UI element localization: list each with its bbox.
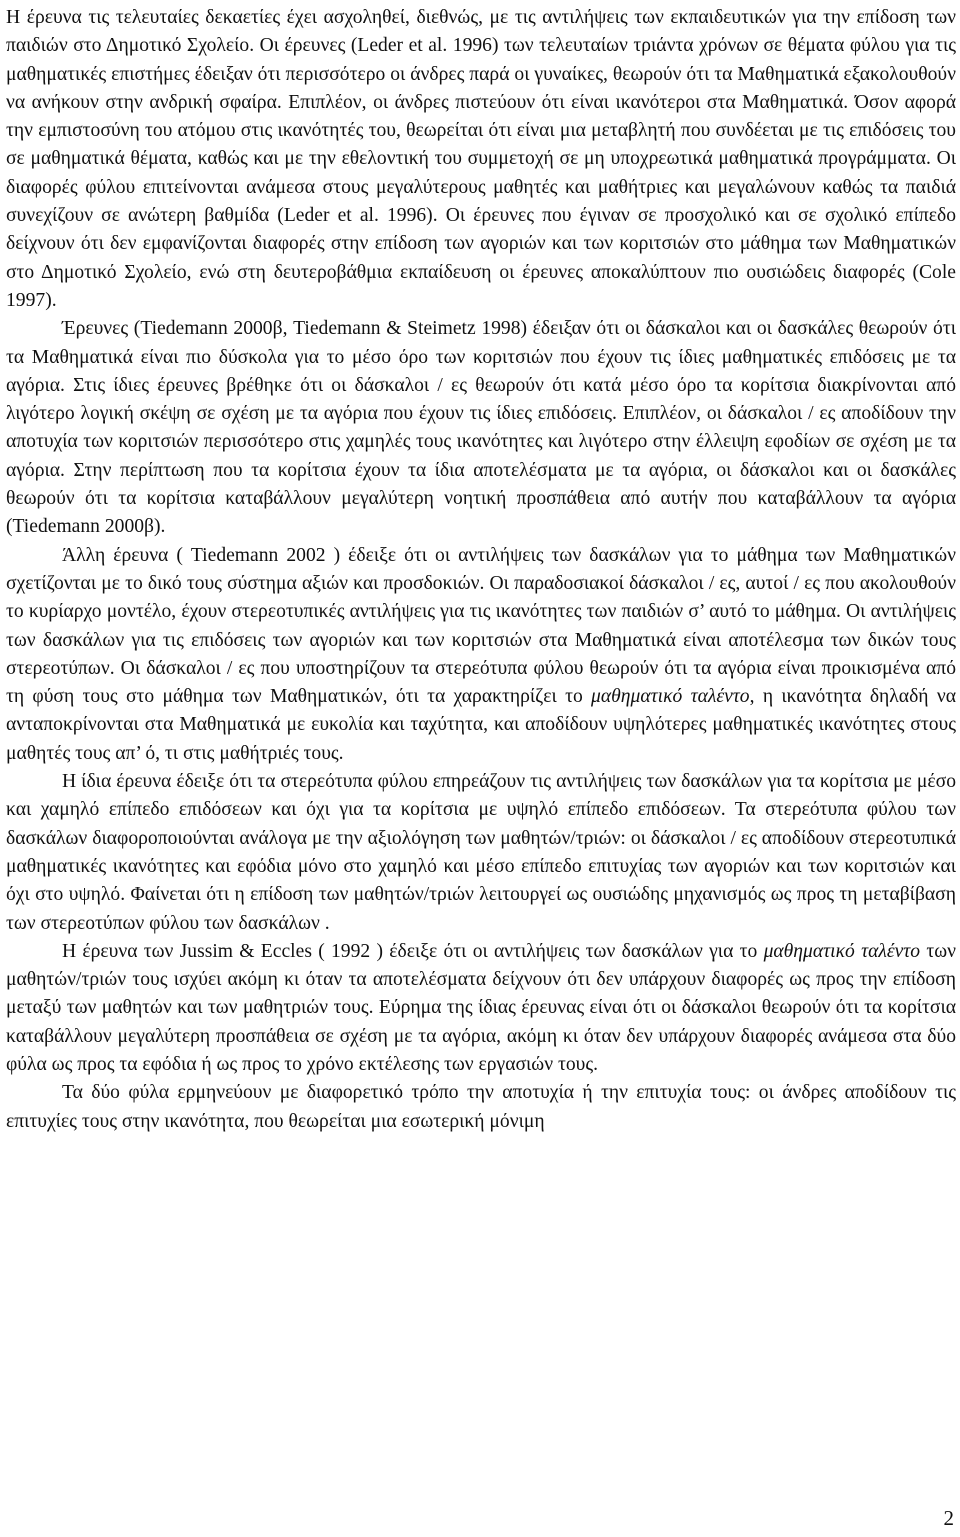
paragraph-4 — [6, 768, 956, 938]
page-number: 2 — [943, 1506, 954, 1530]
paragraph-5-text-a: Η έρευνα των Jussim & Eccles ( 1992 ) έδειξε ότι οι αντιλήψεις των δασκάλων για το — [62, 940, 764, 962]
paragraph-5-italic-term: μαθηματικό ταλέντο — [763, 940, 921, 962]
paragraph-4-text: Η ίδια έρευνα έδειξε ότι τα στερεότυπα φύλου επηρεάζουν τις αντιλήψεις των δασκάλων για τα κορίτσια με μέσο και χαμηλό επίπεδο επιδόσεων και όχι για τα κορίτσια με υψηλό επίπεδο επιδόσεων. Τα στερεότυπα φύλου των δασκάλων διαφοροποιούνται ανάλογα με την αξιολόγηση των μαθητών/τριών: οι δάσκαλοι / ες αποδίδουν στερεοτυπικά μαθηματικές ικανότητες και εφόδια μόνο στο χαμηλό και μέσο επίπεδο επιτυχίας των αγοριών και των κοριτσιών και όχι στο υψηλό. Φαίνεται ότι η επίδοση των μαθητών/τριών λειτουργεί ως ουσιώδης μηχανισμός ως προς τη μεταβίβαση των στερεοτύπων φύλου των δασκάλων . — [6, 771, 956, 934]
paragraph-5-text-b: των μαθητών/τριών τους ισχύει ακόμη κι όταν τα αποτελέσματα δείχνουν ότι δεν υπάρχουν διαφορές ως προς την επίδοση μεταξύ των μαθητών και των μαθητριών τους. Εύρημα της ίδιας έρευνας είναι ότι οι δάσκαλοι θεωρούν ότι τα κορίτσια καταβάλλουν μεγαλύτερη προσπάθεια σε σχέση με τα αγόρια, ακόμη κι όταν δεν υπάρχουν διαφορές ανάμεσα στα δύο φύλα ως προς τα εφόδια ή ως προς το χρόνο εκτέλεσης των εργασιών τους. — [6, 940, 956, 1075]
paragraph-3-italic-term: μαθηματικό ταλέντο — [591, 686, 750, 708]
paragraph-6 — [6, 1079, 956, 1136]
document-page — [6, 4, 956, 1136]
paragraph-5 — [6, 938, 956, 1079]
paragraph-6-text: Τα δύο φύλα ερμηνεύουν με διαφορετικό τρόπο την αποτυχία ή την επιτυχία τους: οι άνδρες αποδίδουν τις επιτυχίες τους στην ικανότητα, που θεωρείται μια εσωτερική μόνιμη — [6, 1082, 956, 1132]
paragraph-3 — [6, 542, 956, 768]
paragraph-2 — [6, 315, 956, 541]
paragraph-1 — [6, 4, 956, 315]
paragraph-2-text: Έρευνες (Tiedemann 2000β, Tiedemann & Steimetz 1998) έδειξαν ότι οι δάσκαλοι και οι δασκάλες θεωρούν ότι τα Μαθηματικά είναι πιο δύσκολα για το μέσο όρο των κοριτσιών που έχουν τις ίδιες μαθηματικές επιδόσεις με τα αγόρια. Στις ίδιες έρευνες βρέθηκε ότι οι δάσκαλοι / ες θεωρούν ότι κατά μέσο όρο τα κορίτσια διακρίνονται από λιγότερο λογική σκέψη σε σχέση με τα αγόρια που έχουν τις ίδιες επιδόσεις. Επιπλέον, οι δάσκαλοι / ες αποδίδουν την αποτυχία των κοριτσιών περισσότερο στις χαμηλές τους ικανότητες και λιγότερο στην έλλειψη εφοδίων σε σχέση με τα αγόρια. Στην περίπτωση που τα κορίτσια έχουν τα ίδια αποτελέσματα με τα αγόρια, οι δάσκαλοι και οι δασκάλες θεωρούν ότι τα κορίτσια καταβάλλουν μεγαλύτερη νοητική προσπάθεια από αυτήν που καταβάλλουν τα αγόρια (Tiedemann 2000β). — [6, 318, 956, 538]
paragraph-3-text-b: , η ικανότητα δηλαδή να ανταποκρίνονται στα Μαθηματικά με ευκολία και ταχύτητα, και αποδίδουν υψηλότερες μαθηματικές ικανότητες στους μαθητές τους απ’ ό, τι στις μαθήτριές τους. — [6, 686, 956, 764]
paragraph-1-text: Η έρευνα τις τελευταίες δεκαετίες έχει ασχοληθεί, διεθνώς, με τις αντιλήψεις των εκπαιδευτικών για την επίδοση των παιδιών στο Δημοτικό Σχολείο. Οι έρευνες (Leder et al. 1996) των τελευταίων τριάντα χρόνων σε θέματα φύλου για τις μαθηματικές επιστήμες έδειξαν ότι περισσότερο οι άνδρες παρά οι γυναίκες, θεωρούν ότι τα Μαθηματικά εξακολουθούν να ανήκουν στην ανδρική σφαίρα. Επιπλέον, οι άνδρες πιστεύουν ότι είναι ικανότεροι στα Μαθηματικά. Όσον αφορά την εμπιστοσύνη του ατόμου στις ικανότητές του, θεωρείται ότι είναι μια μεταβλητή που συνδέεται με τις επιδόσεις του σε μαθηματικά θέματα, καθώς και με την εθελοντική του συμμετοχή σε μη υποχρεωτικά μαθηματικά προγράμματα. Οι διαφορές φύλου επιτείνονται ανάμεσα στους μεγαλύτερους μαθητές και μαθήτριες και μεγαλώνουν καθώς τα παιδιά συνεχίζουν σε ανώτερη βαθμίδα (Leder et al. 1996). Οι έρευνες που έγιναν σε προσχολικό και σε σχολικό επίπεδο δείχνουν ότι δεν εμφανίζονται διαφορές στην επίδοση των αγοριών και των κοριτσιών στο μάθημα των Μαθηματικών στο Δημοτικό Σχολείο, ενώ στη δευτεροβάθμια εκπαίδευση οι έρευνες αποκαλύπτουν πιο ουσιώδεις διαφορές (Cole 1997). — [6, 7, 956, 311]
paragraph-3-text-a: Άλλη έρευνα ( Tiedemann 2002 ) έδειξε ότι οι αντιλήψεις των δασκάλων για το μάθημα των Μαθηματικών σχετίζονται με το δικό τους σύστημα αξιών και προσδοκιών. Οι παραδοσιακοί δάσκαλοι / ες, αυτοί / ες που ακολουθούν το κυρίαρχο μοντέλο, έχουν στερεοτυπικές αντιλήψεις για τις ικανότητες των παιδιών σ’ αυτό το μάθημα. Οι αντιλήψεις των δασκάλων για τις επιδόσεις των αγοριών και των κοριτσιών στα Μαθηματικά είναι αποτέλεσμα των δικών τους στερεοτύπων. Οι δάσκαλοι / ες που υποστηρίζουν τα στερεότυπα φύλου θεωρούν ότι τα αγόρια είναι προικισμένα από τη φύση τους στο μάθημα των Μαθηματικών, ότι τα χαρακτηρίζει το — [6, 544, 956, 708]
